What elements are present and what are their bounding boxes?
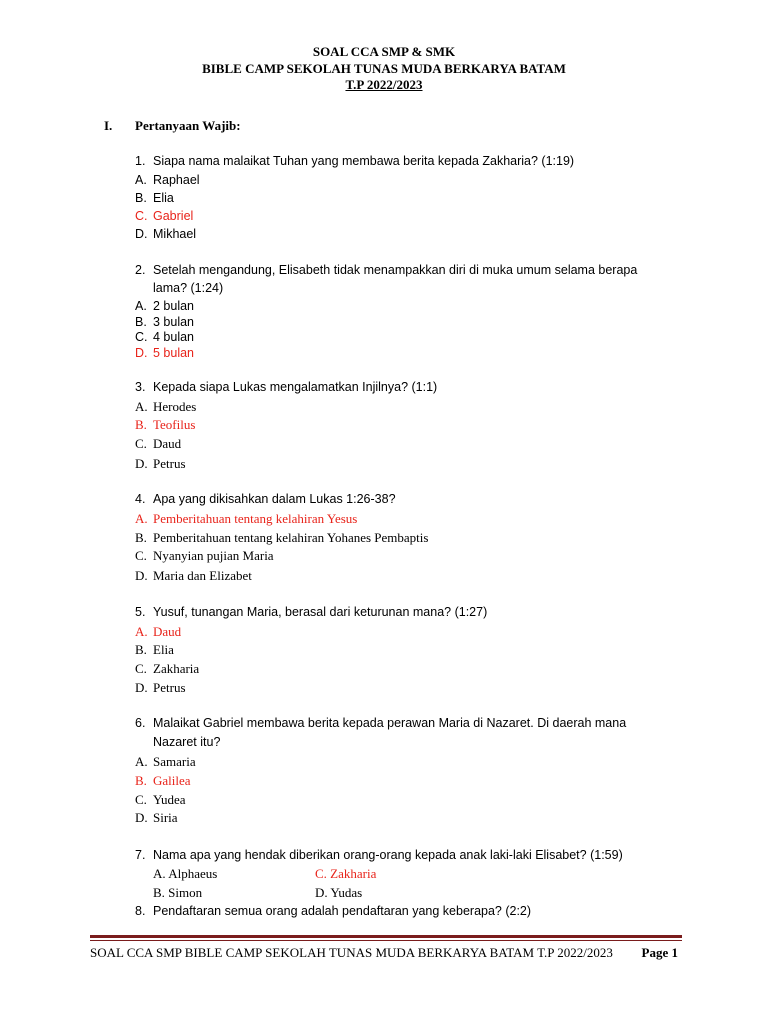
footer-rule-thin [90, 940, 682, 941]
footer-title: SOAL CCA SMP BIBLE CAMP SEKOLAH TUNAS MUDA BERKARYA BATAM T.P 2022/2023 [90, 945, 613, 960]
question-number: 6. [135, 716, 146, 730]
option-letter: C. [135, 661, 147, 676]
document-header [0, 44, 768, 94]
option-7a [153, 864, 217, 883]
question-text: Malaikat Gabriel membawa berita kepada perawan Maria di Nazaret. Di daerah mana [153, 716, 627, 730]
question-number: 1. [135, 154, 146, 168]
option-letter: A. [135, 624, 148, 639]
option-text: Gabriel [153, 209, 194, 223]
option-letter: C. [135, 330, 148, 344]
option-text: Mikhael [153, 227, 197, 241]
option-letter: B. [153, 885, 165, 900]
question-number: 7. [135, 848, 146, 862]
option-text: 4 bulan [153, 330, 195, 344]
question-text: Nama apa yang hendak diberikan orang-orang kepada anak laki-laki Elisabet? (1:59) [153, 848, 623, 862]
option-text: Teofilus [153, 417, 196, 432]
header-line-3: T.P 2022/2023 [345, 77, 423, 92]
option-text: Raphael [153, 173, 200, 187]
option-text: Petrus [153, 456, 186, 471]
header-line-1: SOAL CCA SMP & SMK [312, 44, 456, 59]
option-letter: D. [315, 885, 328, 900]
option-letter: B. [135, 773, 147, 788]
option-text: Yudas [330, 885, 363, 900]
option-text: Pemberitahuan tentang kelahiran Yohanes Pembaptis [153, 530, 429, 545]
footer-rule-thick [90, 935, 682, 938]
question-number: 3. [135, 380, 146, 394]
option-letter: D. [135, 810, 148, 825]
option-text: 5 bulan [153, 346, 195, 360]
option-letter: D. [135, 346, 148, 360]
option-text: Samaria [153, 754, 196, 769]
option-letter: A. [153, 866, 166, 881]
option-7b [153, 883, 202, 902]
option-text: Pemberitahuan tentang kelahiran Yesus [153, 511, 358, 526]
question-number: 2. [135, 263, 146, 277]
option-letter: C. [135, 209, 148, 223]
option-letter: B. [135, 315, 147, 329]
header-line-2: BIBLE CAMP SEKOLAH TUNAS MUDA BERKARYA BATAM [202, 60, 566, 76]
option-text: Siria [153, 810, 178, 825]
option-text: Simon [168, 885, 203, 900]
option-letter: A. [135, 399, 148, 414]
option-letter: D. [135, 680, 148, 695]
option-text: Alphaeus [168, 866, 218, 881]
option-text: Maria dan Elizabet [153, 568, 252, 583]
option-text: 2 bulan [153, 299, 195, 313]
question-text: Siapa nama malaikat Tuhan yang membawa berita kepada Zakharia? (1:19) [153, 154, 575, 168]
question-number: 4. [135, 492, 146, 506]
option-text: Nyanyian pujian Maria [153, 548, 274, 563]
option-7d [315, 883, 362, 902]
option-letter: A. [135, 754, 148, 769]
question-text: Nazaret itu? [153, 735, 221, 749]
option-letter: B. [135, 642, 147, 657]
option-text: Elia [153, 642, 174, 657]
section-title: Pertanyaan Wajib: [135, 118, 241, 133]
option-letter: D. [135, 568, 148, 583]
option-text: Daud [153, 436, 182, 451]
option-letter: C. [135, 436, 147, 451]
question-number: 5. [135, 605, 146, 619]
option-letter: B. [135, 417, 147, 432]
section-number: I. [104, 118, 113, 133]
question-text: Yusuf, tunangan Maria, berasal dari keturunan mana? (1:27) [153, 605, 488, 619]
option-text: Zakharia [330, 866, 377, 881]
option-letter: A. [135, 299, 147, 313]
option-text: Zakharia [153, 661, 200, 676]
option-letter: C. [135, 548, 147, 563]
option-letter: D. [135, 227, 148, 241]
question-text: Pendaftaran semua orang adalah pendaftaran yang keberapa? (2:2) [153, 904, 532, 918]
option-text: 3 bulan [153, 315, 195, 329]
option-letter: D. [135, 456, 148, 471]
option-text: Elia [153, 191, 174, 205]
option-text: Galilea [153, 773, 191, 788]
question-text: Apa yang dikisahkan dalam Lukas 1:26-38? [153, 492, 396, 506]
question-text: lama? (1:24) [153, 281, 224, 295]
option-letter: B. [135, 530, 147, 545]
page-number: Page 1 [641, 945, 678, 960]
option-text: Herodes [153, 399, 197, 414]
option-letter: C. [315, 866, 327, 881]
section-heading [104, 118, 241, 134]
option-text: Yudea [153, 792, 186, 807]
option-letter: A. [135, 173, 147, 187]
option-letter: B. [135, 191, 147, 205]
question-text: Setelah mengandung, Elisabeth tidak menampakkan diri di muka umum selama berapa [153, 263, 638, 277]
option-text: Daud [153, 624, 182, 639]
question-number: 8. [135, 904, 146, 918]
option-letter: A. [135, 511, 148, 526]
option-text: Petrus [153, 680, 186, 695]
question-text: Kepada siapa Lukas mengalamatkan Injilnya? (1:1) [153, 380, 438, 394]
option-letter: C. [135, 792, 147, 807]
option-7c-answer [315, 864, 376, 883]
